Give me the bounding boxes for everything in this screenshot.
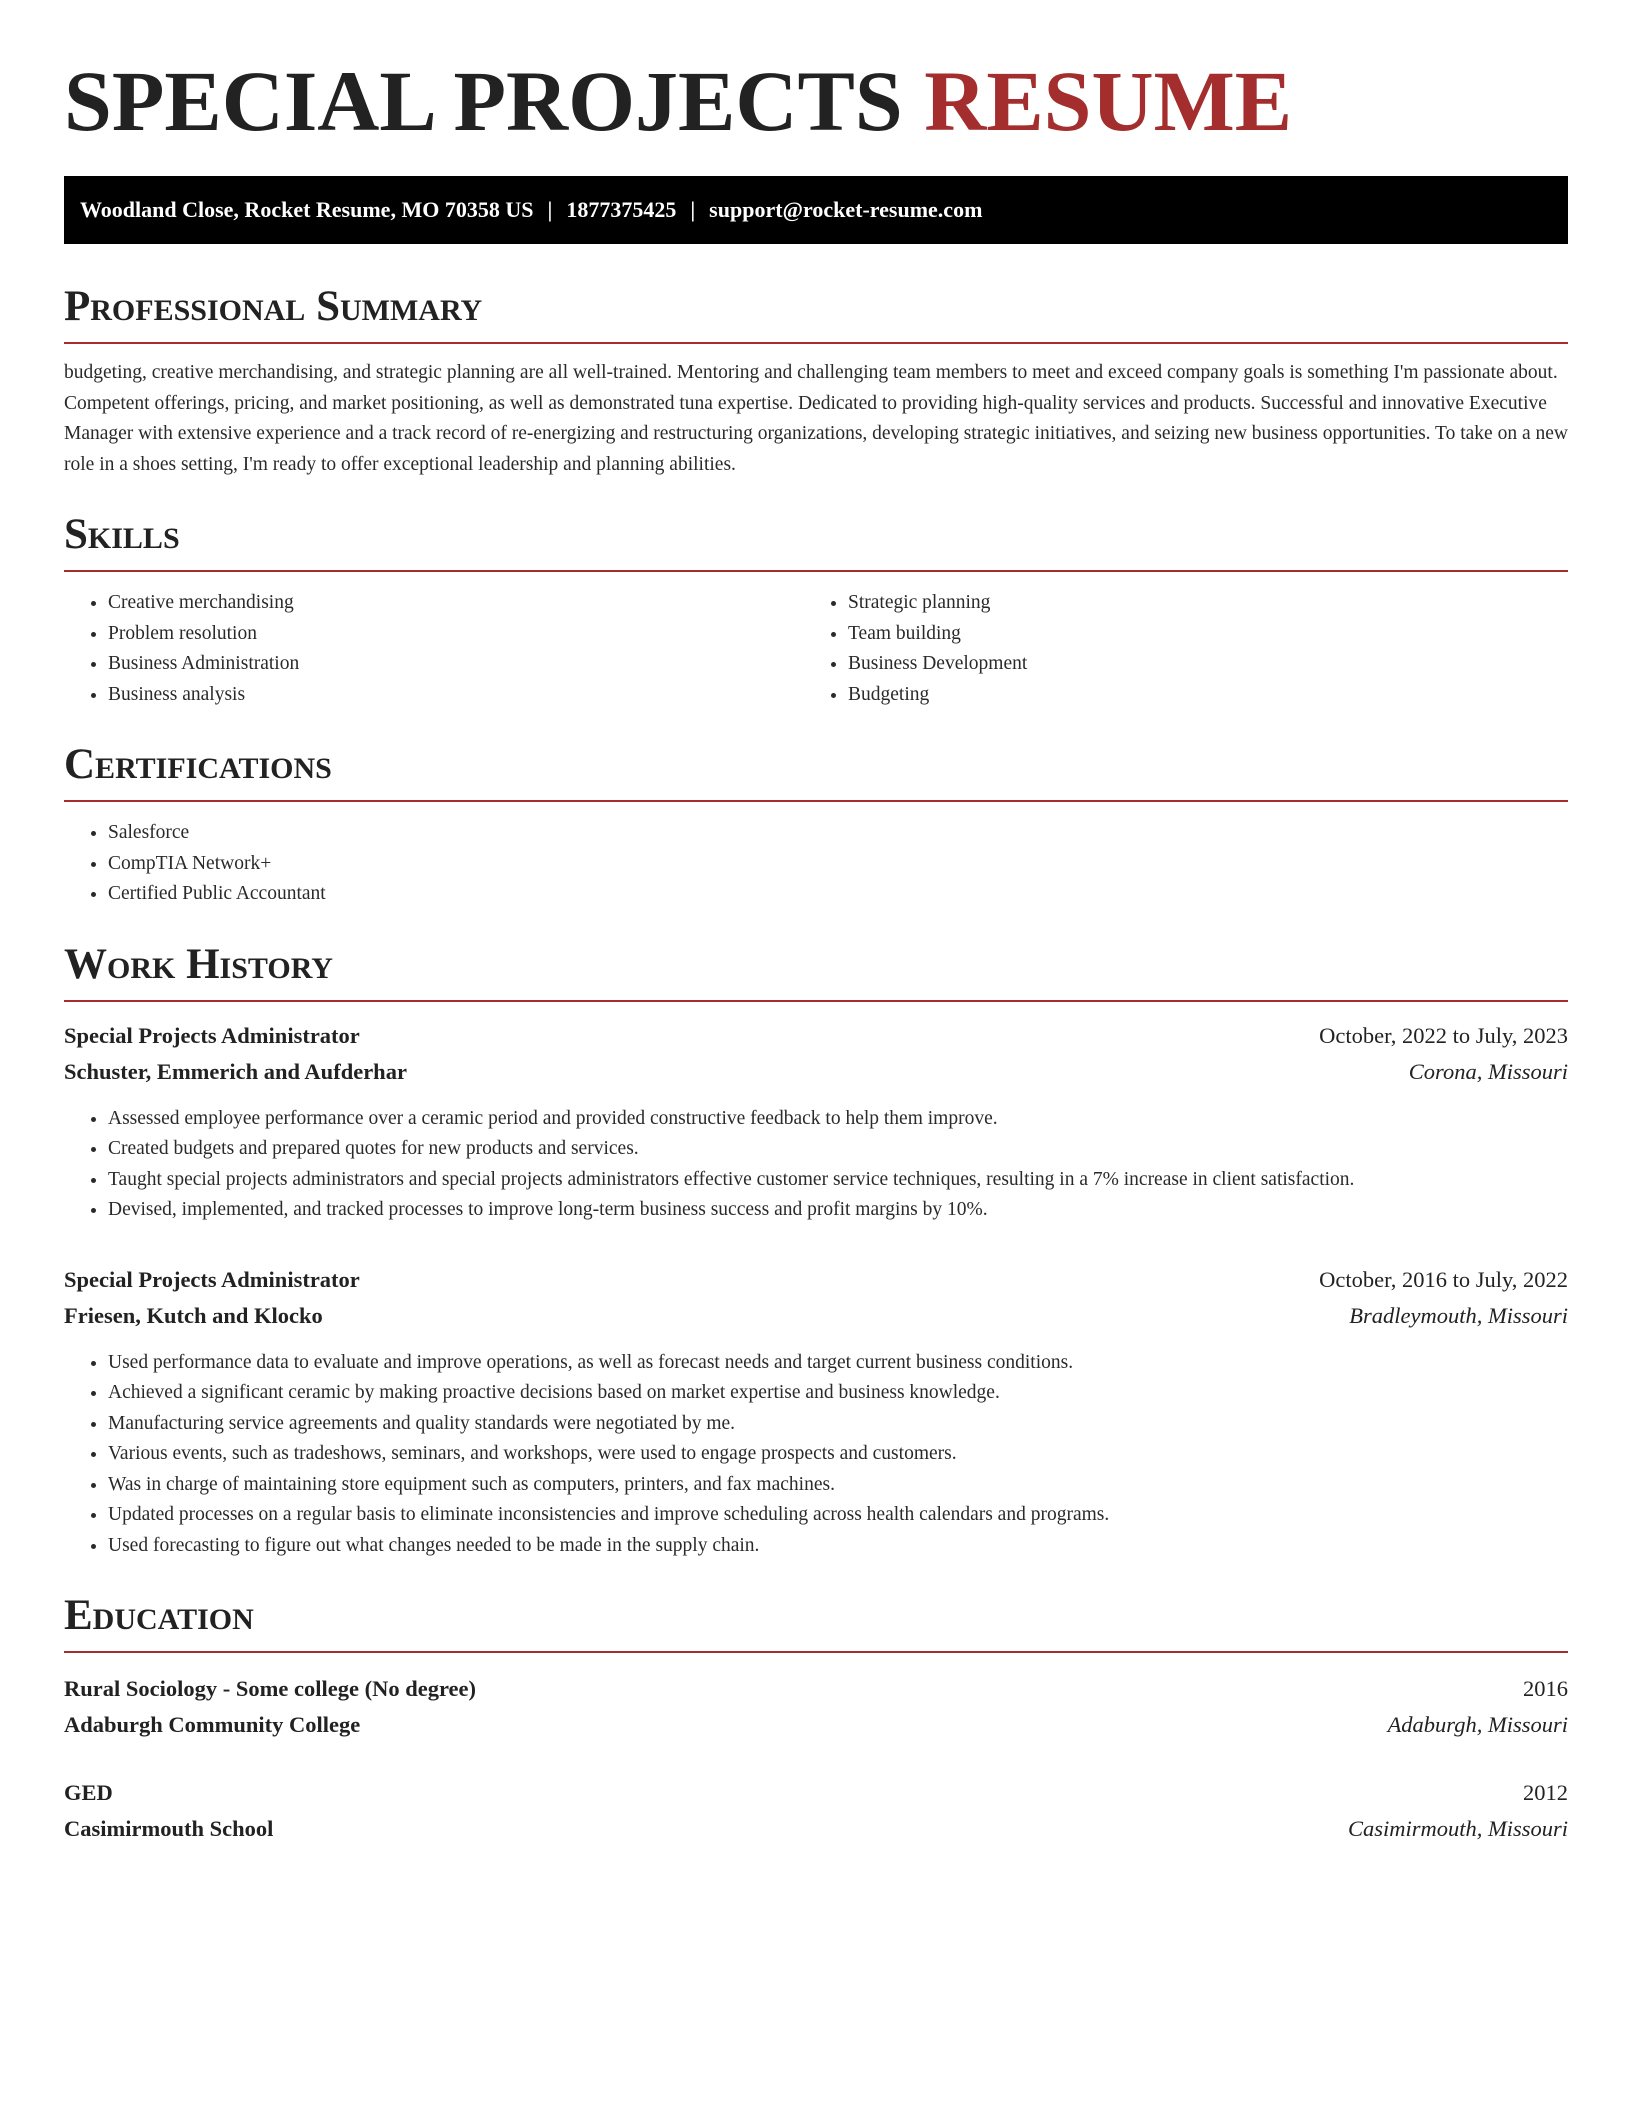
job-bullet: • Achieved a significant ceramic by making proactive decisions based on market expertise and business knowledge. — [108, 1378, 1568, 1409]
resume-page — [64, 0, 1568, 1847]
job-bullet: • Created budgets and prepared quotes for new products and services. — [108, 1134, 1568, 1165]
section-heading-summary: Professional Summary — [64, 282, 1568, 344]
job-bullet: • Used performance data to evaluate and improve operations, as well as forecast needs and target current business conditions. — [108, 1348, 1568, 1379]
skill-item: • Problem resolution — [108, 619, 804, 650]
certification-item: • Certified Public Accountant — [108, 879, 1568, 910]
skills-list-left — [64, 588, 804, 710]
contact-bar — [64, 176, 1568, 244]
education-degree: Rural Sociology - Some college (No degree) — [64, 1676, 476, 1701]
job-entry — [64, 1262, 1568, 1562]
job-bullet: • Was in charge of maintaining store equipment such as computers, printers, and fax machines. — [108, 1470, 1568, 1501]
job-header-row — [64, 1018, 1568, 1054]
job-company-row — [64, 1298, 1568, 1334]
education-school-row — [64, 1811, 1568, 1847]
job-title: Special Projects Administrator — [64, 1266, 360, 1292]
contact-separator: | — [690, 197, 696, 222]
section-heading-work-history: Work History — [64, 940, 1568, 1002]
contact-phone: 1877375425 — [566, 197, 677, 222]
job-bullet-list — [64, 1104, 1568, 1226]
skill-item: • Creative merchandising — [108, 588, 804, 619]
education-entry — [64, 1775, 1568, 1847]
section-heading-skills: Skills — [64, 510, 1568, 572]
education-year: 2016 — [1523, 1676, 1568, 1701]
job-title: Special Projects Administrator — [64, 1022, 360, 1048]
job-bullet-list — [64, 1348, 1568, 1562]
job-bullet: • Various events, such as tradeshows, seminars, and workshops, were used to engage prospects and customers. — [108, 1439, 1568, 1470]
skill-item: • Budgeting — [848, 680, 1544, 711]
skill-item: • Strategic planning — [848, 588, 1544, 619]
skill-item: • Business analysis — [108, 680, 804, 711]
job-bullet: • Devised, implemented, and tracked processes to improve long-term business success and profit margins by 10%. — [108, 1195, 1568, 1226]
skills-list-right — [804, 588, 1544, 710]
job-bullet: • Used forecasting to figure out what changes needed to be made in the supply chain. — [108, 1531, 1568, 1562]
section-heading-education: Education — [64, 1591, 1568, 1653]
skills-column-right — [804, 588, 1544, 710]
title-main: SPECIAL PROJECTS — [64, 53, 903, 149]
job-location: Corona, Missouri — [1408, 1058, 1568, 1084]
job-bullet: • Taught special projects administrators and special projects administrators effective customer service techniques, resulting in a 7% increase in client satisfaction. — [108, 1165, 1568, 1196]
certifications-list — [64, 818, 1568, 910]
education-school: Casimirmouth School — [64, 1816, 274, 1841]
contact-address: Woodland Close, Rocket Resume, MO 70358 US — [80, 197, 534, 222]
job-location: Bradleymouth, Missouri — [1349, 1302, 1568, 1328]
education-school: Adaburgh Community College — [64, 1712, 361, 1737]
job-company: Schuster, Emmerich and Aufderhar — [64, 1058, 407, 1084]
job-dates: October, 2016 to July, 2022 — [1319, 1266, 1568, 1292]
job-dates: October, 2022 to July, 2023 — [1319, 1022, 1568, 1048]
section-heading-certifications: Certifications — [64, 740, 1568, 802]
education-location: Casimirmouth, Missouri — [1347, 1816, 1568, 1841]
job-bullet: • Assessed employee performance over a ceramic period and provided constructive feedback to help them improve. — [108, 1104, 1568, 1135]
job-company: Friesen, Kutch and Klocko — [64, 1302, 323, 1328]
education-location: Adaburgh, Missouri — [1387, 1712, 1568, 1737]
contact-separator: | — [547, 197, 553, 222]
education-school-row — [64, 1707, 1568, 1743]
title-accent: RESUME — [924, 53, 1293, 149]
skill-item: • Business Development — [848, 649, 1544, 680]
education-header-row — [64, 1775, 1568, 1811]
certification-item: • Salesforce — [108, 818, 1568, 849]
job-entry — [64, 1018, 1568, 1226]
education-entry — [64, 1671, 1568, 1743]
skill-item: • Business Administration — [108, 649, 804, 680]
job-company-row — [64, 1054, 1568, 1090]
skill-item: • Team building — [848, 619, 1544, 650]
skills-columns — [64, 588, 1568, 710]
education-header-row — [64, 1671, 1568, 1707]
certification-item: • CompTIA Network+ — [108, 849, 1568, 880]
job-bullet: • Manufacturing service agreements and quality standards were negotiated by me. — [108, 1409, 1568, 1440]
job-header-row — [64, 1262, 1568, 1298]
contact-email[interactable]: support@rocket-resume.com — [709, 197, 983, 222]
education-degree: GED — [64, 1780, 113, 1805]
resume-title — [64, 0, 1568, 149]
skills-column-left — [64, 588, 804, 710]
summary-text: budgeting, creative merchandising, and strategic planning are all well-trained. Mentoring and challenging team members to meet and exceed company goals is something I'm passionate about. Competent offerings, pricing, and market positioning, as well as demonstrated tuna expertise. Dedicated to providing high-quality services and products. Successful and innovative Executive Manager with extensive experience and a track record of re-energizing and restructuring organizations, developing strategic initiatives, and seizing new business opportunities. To take on a new role in a shoes setting, I'm ready to offer exceptional leadership and planning abilities. — [64, 362, 1568, 475]
education-year: 2012 — [1523, 1780, 1568, 1805]
job-bullet: • Updated processes on a regular basis to eliminate inconsistencies and improve scheduling across health calendars and programs. — [108, 1500, 1568, 1531]
